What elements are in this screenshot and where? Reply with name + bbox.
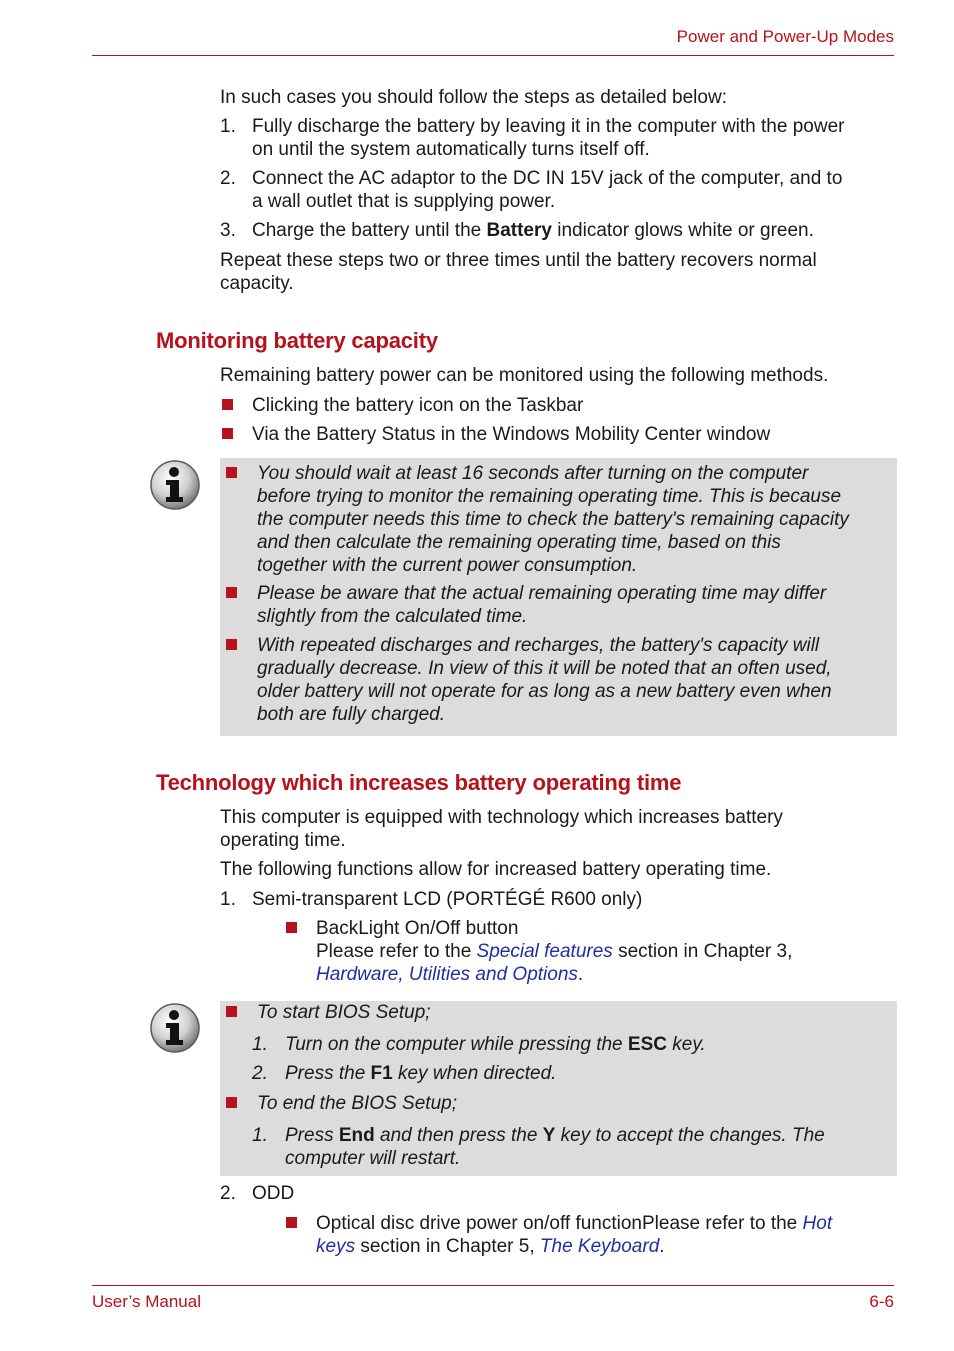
technology-functions-text: The following functions allow for increased battery operating time. [220,859,772,880]
repeat-text: Repeat these steps two or three times until the battery recovers normal capacity. [220,250,817,294]
monitoring-bullet-1: Clicking the battery icon on the Taskbar [252,395,584,416]
bios-start-step-2-number: 2. [252,1063,268,1084]
tech-item-1-text: Semi-transparent LCD (PORTÉGÉ R600 only) [252,889,643,910]
step-3-number: 3. [220,220,236,241]
intro-lead: In such cases you should follow the steps as detailed below: [220,87,727,108]
step-3-text: Charge the battery until the Battery indicator glows white or green. [252,220,814,241]
step-2-number: 2. [220,168,236,189]
bios-start-title: To start BIOS Setup; [257,1002,431,1023]
backlight-subitem: BackLight On/Off button Please refer to the Special features section in Chapter 3, Hardware, Utilities and Options. [316,918,793,985]
step-1-text: Fully discharge the battery by leaving it in the computer with the power on until the system automatically turns itself off. [252,116,845,160]
monitoring-bullet-2: Via the Battery Status in the Windows Mobility Center window [252,424,771,445]
bios-start-step-1: Turn on the computer while pressing the ESC key. [285,1034,706,1055]
footer-rule [92,1285,894,1286]
bios-end-step-1-number: 1. [252,1125,268,1146]
monitoring-heading: Monitoring battery capacity [156,328,438,353]
odd-title: ODD [252,1183,295,1204]
bullet-marker [286,1217,297,1228]
technology-text: This computer is equipped with technology which increases battery operating time. [220,807,783,851]
bullet-marker [226,467,237,478]
bullet-marker [226,1006,237,1017]
hot-keys-link[interactable]: Hot [802,1213,833,1234]
note1-item-1: You should wait at least 16 seconds after turning on the computer before trying to monitor the remaining operating time. This is because the computer needs this time to check the battery's remaining capacity and then calculate the remaining operating time, based on this together with the current power consumption. [257,463,849,576]
hardware-utilities-link[interactable]: Hardware, Utilities and Options [316,964,578,985]
bullet-marker [226,639,237,650]
info-icon [149,1002,201,1054]
hot-keys-link-cont[interactable]: keys [316,1236,356,1257]
bullet-marker [222,428,233,439]
note1-item-2: Please be aware that the actual remaining operating time may differ slightly from the calculated time. [257,583,827,627]
step-2-text: Connect the AC adaptor to the DC IN 15V jack of the computer, and to a wall outlet that is supplying power. [252,168,843,212]
odd-number: 2. [220,1183,236,1204]
special-features-link[interactable]: Special features [476,941,613,962]
footer-left: User’s Manual [92,1292,201,1311]
bullet-marker [286,922,297,933]
bios-start-step-1-number: 1. [252,1034,268,1055]
technology-heading: Technology which increases battery operating time [156,770,682,795]
monitoring-text: Remaining battery power can be monitored using the following methods. [220,365,829,386]
odd-subitem: Optical disc drive power on/off functionPlease refer to the Hot keys section in Chapter 5, The Keyboard. [316,1213,833,1257]
bios-start-step-2: Press the F1 key when directed. [285,1063,557,1084]
header-title: Power and Power-Up Modes [676,27,894,46]
the-keyboard-link[interactable]: The Keyboard [539,1236,660,1257]
bullet-marker [226,1097,237,1108]
info-icon [149,459,201,511]
page-number: 6-6 [869,1292,894,1311]
header-rule [92,55,894,56]
note1-item-3: With repeated discharges and recharges, the battery's capacity will gradually decrease. In view of this it will be noted that an often used, older battery will not operate for as long as a new battery even when both are fully charged. [257,635,832,725]
bullet-marker [226,587,237,598]
bios-end-step-1: Press End and then press the Y key to accept the changes. The computer will restart. [285,1125,825,1169]
tech-item-1-number: 1. [220,889,236,910]
step-1-number: 1. [220,116,236,137]
bullet-marker [222,399,233,410]
bios-end-title: To end the BIOS Setup; [257,1093,457,1114]
